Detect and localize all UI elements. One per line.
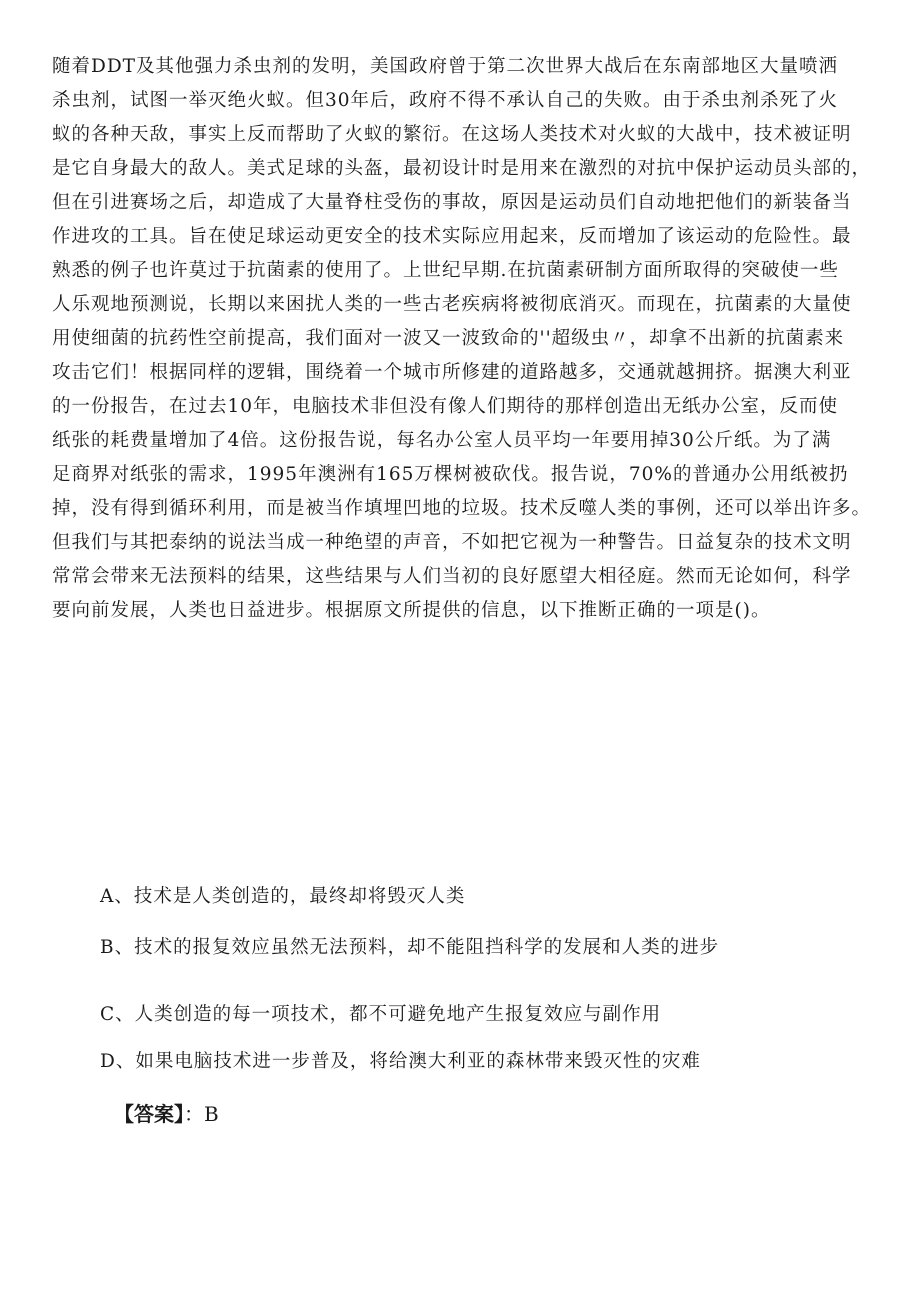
passage-line: 纸张的耗费量增加了4倍。这份报告说，每名办公室人员平均一年要用掉30公斤纸。为了满 xyxy=(52,430,832,451)
passage-line: 作进攻的工具。旨在使足球运动更安全的技术实际应用起来，反而增加了该运动的危险性。最 xyxy=(52,226,852,247)
answer-label: 【答案】 xyxy=(114,1102,184,1126)
passage-line: 的一份报告，在过去10年，电脑技术非但没有像人们期待的那样创造出无纸办公室，反而使 xyxy=(52,396,839,417)
option-b: B、技术的报复效应虽然无法预料，却不能阻挡科学的发展和人类的进步 xyxy=(100,937,720,958)
passage-line: 要向前发展，人类也日益进步。根据原文所提供的信息，以下推断正确的一项是()。 xyxy=(52,600,771,621)
passage-line: 蚁的各种天敌，事实上反而帮助了火蚁的繁衍。在这场人类技术对火蚁的大战中，技术被证明 xyxy=(52,124,852,145)
passage-line: 熟悉的例子也许莫过于抗菌素的使用了。上世纪早期.在抗菌素研制方面所取得的突破使一些 xyxy=(52,260,839,281)
passage-line: 用使细菌的抗药性空前提高，我们面对一波又一波致命的''超级虫〃，却拿不出新的抗菌素来 xyxy=(52,328,845,349)
passage-line: 常常会带来无法预料的结果，这些结果与人们当初的良好愿望大相径庭。然而无论如何，科学 xyxy=(52,566,852,587)
answer-value: ：B xyxy=(184,1102,219,1126)
passage-line: 但我们与其把泰纳的说法当成一种绝望的声音，不如把它视为一种警告。日益复杂的技术文明 xyxy=(52,532,852,553)
passage-line: 足商界对纸张的需求，1995年澳洲有165万棵树被砍伐。报告说，70%的普通办公用纸被扔 xyxy=(52,464,849,485)
passage-line: 攻击它们！根据同样的逻辑，围绕着一个城市所修建的道路越多，交通就越拥挤。据澳大利亚 xyxy=(52,362,852,383)
passage-line: 随着DDT及其他强力杀虫剂的发明，美国政府曾于第二次世界大战后在东南部地区大量喷洒 xyxy=(52,56,839,77)
passage-line: 杀虫剂，试图一举灭绝火蚁。但30年后，政府不得不承认自己的失败。由于杀虫剂杀死了火 xyxy=(52,90,839,111)
passage-line: 是它自身最大的敌人。美式足球的头盔，最初设计时是用来在激烈的对抗中保护运动员头部的， xyxy=(52,158,872,179)
passage-line: 但在引进赛场之后，却造成了大量脊柱受伤的事故，原因是运动员们自动地把他们的新装备当 xyxy=(52,192,852,213)
answer-line xyxy=(114,1098,219,1127)
option-c: C、人类创造的每一项技术，都不可避免地产生报复效应与副作用 xyxy=(100,1004,662,1025)
option-a: A、技术是人类创造的，最终却将毁灭人类 xyxy=(100,886,466,907)
option-d: D、如果电脑技术进一步普及，将给澳大利亚的森林带来毁灭性的灾难 xyxy=(100,1051,701,1072)
question-passage xyxy=(52,50,872,628)
passage-line: 人乐观地预测说，长期以来困扰人类的一些古老疾病将被彻底消灭。而现在，抗菌素的大量使 xyxy=(52,294,852,315)
passage-line: 掉，没有得到循环利用，而是被当作填埋凹地的垃圾。技术反噬人类的事例，还可以举出许多。 xyxy=(52,498,872,519)
